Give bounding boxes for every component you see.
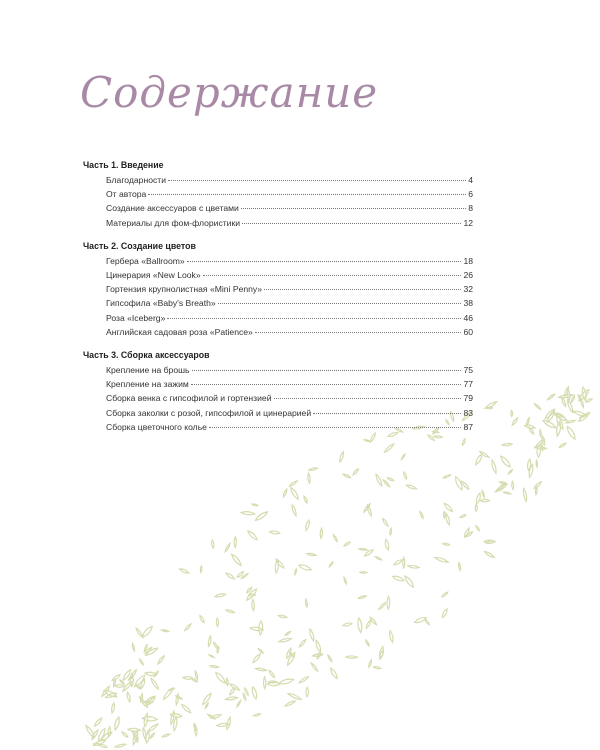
petal-shape bbox=[441, 591, 448, 597]
petal-shape bbox=[234, 537, 236, 548]
petal-shape bbox=[310, 662, 318, 672]
petal-shape bbox=[285, 700, 296, 707]
petal-shape bbox=[255, 667, 266, 671]
dot-leader bbox=[274, 398, 462, 399]
petal-shape bbox=[375, 473, 383, 486]
entry-page-number: 38 bbox=[463, 298, 473, 309]
petal-shape bbox=[384, 443, 395, 453]
petal-shape bbox=[408, 565, 419, 569]
petal-shape bbox=[387, 477, 394, 482]
petal-shape bbox=[475, 493, 481, 505]
part-title: Часть 3. Сборка аксессуаров bbox=[83, 350, 210, 361]
petal-shape bbox=[443, 502, 453, 512]
entry-page-number: 4 bbox=[468, 175, 473, 185]
dot-leader bbox=[168, 180, 466, 181]
dot-leader bbox=[255, 332, 462, 333]
petal-shape bbox=[502, 443, 512, 446]
petal-shape bbox=[333, 534, 338, 542]
entry-label: Сборка венка с гипсофилой и гортензией bbox=[106, 393, 272, 404]
petal-shape bbox=[327, 654, 332, 661]
petal-shape bbox=[481, 490, 485, 497]
toc-entry[interactable] bbox=[106, 296, 473, 310]
petal-shape bbox=[559, 442, 567, 448]
toc-entry[interactable] bbox=[106, 377, 473, 391]
petal-shape bbox=[387, 597, 390, 610]
entry-page-number: 46 bbox=[463, 312, 473, 323]
toc-part-2 bbox=[83, 239, 473, 339]
petal-shape bbox=[200, 566, 202, 573]
petal-shape bbox=[443, 474, 451, 479]
petal-shape bbox=[224, 543, 231, 552]
entry-label: Английская садовая роза «Patience» bbox=[106, 326, 253, 337]
petal-shape bbox=[443, 512, 445, 518]
petal-shape bbox=[263, 677, 266, 689]
entry-page-number: 83 bbox=[463, 407, 473, 418]
petal-shape bbox=[474, 453, 483, 465]
entry-page-number: 60 bbox=[463, 326, 473, 337]
toc-entry[interactable] bbox=[106, 254, 473, 268]
petal-shape bbox=[343, 541, 350, 546]
petal-shape bbox=[209, 654, 215, 658]
petal-shape bbox=[170, 713, 182, 718]
petal-shape bbox=[499, 481, 506, 484]
petal-shape bbox=[392, 575, 405, 582]
part-title: Часть 2. Создание цветов bbox=[83, 240, 196, 251]
petal-shape bbox=[401, 454, 406, 460]
petal-shape bbox=[250, 626, 263, 631]
dot-leader bbox=[191, 384, 462, 385]
petal-shape bbox=[527, 459, 531, 470]
petal-shape bbox=[352, 468, 359, 476]
petal-shape bbox=[373, 666, 381, 669]
petal-shape bbox=[139, 658, 144, 665]
petal-shape bbox=[445, 513, 451, 525]
petal-shape bbox=[343, 577, 347, 584]
petal-shape bbox=[503, 491, 510, 494]
toc-entry[interactable] bbox=[106, 363, 473, 377]
petal-shape bbox=[111, 703, 115, 714]
petal-shape bbox=[230, 553, 242, 567]
petal-shape bbox=[307, 473, 310, 483]
petal-shape bbox=[511, 481, 514, 489]
petal-shape bbox=[306, 553, 316, 557]
petal-shape bbox=[346, 656, 358, 659]
petal-shape bbox=[194, 671, 198, 680]
petal-shape bbox=[181, 703, 192, 714]
petal-shape bbox=[403, 575, 414, 589]
petal-shape bbox=[252, 653, 262, 664]
petal-shape bbox=[285, 631, 291, 636]
entry-label: Сборка цветочного колье bbox=[106, 421, 207, 432]
petal-shape bbox=[162, 687, 174, 700]
petal-shape bbox=[511, 417, 518, 426]
entry-label: Гипсофила «Baby's Breath» bbox=[106, 298, 216, 309]
entry-page-number: 8 bbox=[468, 203, 473, 214]
petal-shape bbox=[365, 640, 370, 647]
petal-shape bbox=[522, 488, 527, 501]
petal-shape bbox=[365, 620, 371, 629]
petal-shape bbox=[145, 672, 157, 677]
entry-page-number: 79 bbox=[463, 393, 473, 404]
petal-shape bbox=[113, 716, 120, 730]
petal-shape bbox=[343, 473, 351, 478]
petal-shape bbox=[403, 472, 408, 480]
petal-shape bbox=[306, 687, 309, 697]
petal-shape bbox=[526, 417, 530, 425]
petal-shape bbox=[247, 530, 259, 541]
petal-shape bbox=[443, 543, 450, 546]
petal-shape bbox=[184, 623, 192, 631]
petal-shape bbox=[279, 637, 292, 642]
petal-shape bbox=[419, 511, 424, 519]
petal-shape bbox=[329, 667, 338, 679]
petal-shape bbox=[242, 693, 246, 700]
petal-shape bbox=[210, 714, 221, 720]
petal-shape bbox=[406, 484, 417, 490]
toc-entry[interactable] bbox=[106, 187, 473, 201]
petal-shape bbox=[287, 692, 301, 700]
petal-shape bbox=[360, 572, 367, 574]
petal-shape bbox=[252, 503, 258, 506]
entry-label: Крепление на брошь bbox=[106, 365, 190, 376]
toc-entry[interactable] bbox=[106, 391, 473, 405]
petal-shape bbox=[253, 713, 261, 717]
petal-shape bbox=[305, 599, 308, 607]
petal-shape bbox=[226, 609, 235, 613]
dot-leader bbox=[203, 275, 462, 276]
toc-entry[interactable] bbox=[106, 173, 473, 187]
petal-shape bbox=[368, 660, 372, 668]
petal-shape bbox=[393, 559, 403, 566]
petal-shape bbox=[128, 728, 141, 732]
dot-leader bbox=[242, 223, 461, 224]
petal-shape bbox=[299, 676, 310, 684]
petal-shape bbox=[115, 743, 126, 748]
petal-shape bbox=[283, 489, 288, 498]
petal-shape bbox=[121, 731, 128, 738]
petal-shape bbox=[382, 518, 389, 527]
page-title: Содержание bbox=[80, 68, 379, 117]
toc-entry[interactable] bbox=[106, 325, 473, 339]
petal-shape bbox=[315, 640, 322, 653]
petal-shape bbox=[528, 464, 534, 478]
petal-shape bbox=[384, 539, 389, 550]
petal-shape bbox=[458, 562, 461, 570]
petal-shape bbox=[547, 393, 555, 400]
dot-leader bbox=[209, 427, 461, 428]
petal-shape bbox=[460, 514, 467, 518]
petal-shape bbox=[480, 499, 489, 502]
petal-shape bbox=[150, 733, 155, 739]
petal-shape bbox=[299, 639, 307, 648]
dot-leader bbox=[192, 370, 462, 371]
petal-shape bbox=[135, 627, 144, 638]
entry-page-number: 87 bbox=[463, 421, 473, 432]
petal-shape bbox=[268, 670, 275, 679]
entry-page-number: 32 bbox=[463, 284, 473, 295]
dot-leader bbox=[148, 194, 466, 195]
petal-shape bbox=[484, 551, 495, 559]
entry-page-number: 12 bbox=[463, 217, 473, 228]
petal-shape bbox=[511, 410, 513, 416]
petal-shape bbox=[358, 595, 367, 599]
entry-label: Благодарности bbox=[106, 175, 167, 185]
petal-shape bbox=[215, 593, 226, 598]
petal-shape bbox=[403, 557, 405, 567]
entry-page-number: 26 bbox=[463, 270, 473, 281]
dot-leader bbox=[264, 289, 461, 290]
petal-shape bbox=[289, 487, 299, 501]
petal-shape bbox=[298, 563, 312, 571]
dot-leader bbox=[241, 208, 466, 209]
petal-shape bbox=[378, 602, 386, 610]
toc-entry[interactable] bbox=[106, 406, 473, 420]
petal-shape bbox=[389, 528, 391, 535]
entry-label: Материалы для фом-флористики bbox=[106, 217, 241, 228]
petal-shape bbox=[294, 569, 297, 575]
petal-shape bbox=[499, 455, 511, 469]
toc-part-1 bbox=[83, 158, 473, 230]
part-title: Часть 1. Введение bbox=[83, 160, 164, 170]
entry-label: Сборка заколки с розой, гипсофилой и цинерарией bbox=[106, 407, 312, 418]
toc-entry[interactable] bbox=[106, 311, 473, 325]
petal-shape bbox=[132, 643, 136, 651]
dot-leader bbox=[187, 261, 462, 262]
toc-entry[interactable] bbox=[106, 282, 473, 296]
entry-label: Роза «Iceberg» bbox=[106, 312, 166, 323]
entry-label: Крепление на зажим bbox=[106, 379, 189, 390]
entry-page-number: 18 bbox=[463, 255, 473, 266]
petal-shape bbox=[213, 642, 219, 649]
petal-shape bbox=[508, 469, 513, 474]
petal-shape bbox=[566, 400, 574, 413]
entry-page-number: 6 bbox=[468, 189, 473, 200]
petal-shape bbox=[329, 562, 334, 568]
petal-shape bbox=[309, 467, 318, 471]
petal-shape bbox=[179, 568, 189, 575]
petal-shape bbox=[536, 460, 538, 467]
toc-entry[interactable] bbox=[106, 216, 473, 230]
petal-shape bbox=[199, 615, 205, 623]
petal-shape bbox=[93, 717, 103, 727]
petal-shape bbox=[161, 629, 169, 632]
petal-shape bbox=[236, 700, 241, 707]
petal-shape bbox=[535, 487, 537, 495]
petal-shape bbox=[291, 504, 297, 516]
petal-shape bbox=[289, 480, 298, 487]
petal-shape bbox=[434, 556, 448, 563]
dot-leader bbox=[167, 318, 461, 319]
petal-shape bbox=[254, 510, 268, 521]
entry-label: От автора bbox=[106, 189, 147, 200]
petal-shape bbox=[320, 528, 323, 538]
petal-shape bbox=[309, 628, 315, 641]
petal-shape bbox=[258, 648, 264, 654]
entry-label: Гортензия крупнолистная «Mini Penny» bbox=[106, 284, 263, 295]
table-of-contents bbox=[83, 158, 473, 443]
petal-shape bbox=[475, 525, 480, 531]
petal-shape bbox=[566, 419, 576, 423]
petal-shape bbox=[225, 696, 237, 700]
petal-shape bbox=[389, 630, 394, 642]
petal-shape bbox=[556, 421, 562, 436]
petal-shape bbox=[226, 678, 228, 686]
petal-shape bbox=[225, 572, 235, 580]
petal-shape bbox=[305, 520, 311, 531]
petal-shape bbox=[540, 430, 542, 437]
toc-part-3 bbox=[83, 348, 473, 434]
petal-shape bbox=[267, 682, 280, 686]
petal-shape bbox=[534, 403, 542, 410]
petal-shape bbox=[241, 511, 255, 515]
dot-leader bbox=[313, 413, 461, 414]
petal-shape bbox=[150, 677, 160, 690]
petal-shape bbox=[252, 599, 255, 610]
petal-shape bbox=[491, 460, 498, 474]
petal-shape bbox=[475, 504, 477, 511]
petal-shape bbox=[561, 397, 567, 407]
entry-page-number: 77 bbox=[463, 379, 473, 390]
petal-shape bbox=[126, 692, 131, 702]
petal-shape bbox=[279, 678, 294, 686]
entry-page-number: 75 bbox=[463, 365, 473, 376]
petal-shape bbox=[278, 615, 287, 619]
entry-label: Цинерария «New Look» bbox=[106, 270, 201, 281]
petal-shape bbox=[359, 548, 368, 551]
petal-shape bbox=[343, 622, 352, 626]
petal-shape bbox=[383, 479, 391, 487]
petal-shape bbox=[115, 684, 124, 687]
petal-shape bbox=[339, 451, 345, 462]
petal-shape bbox=[214, 671, 226, 684]
toc-entry[interactable] bbox=[106, 268, 473, 282]
petal-shape bbox=[375, 556, 382, 561]
petal-shape bbox=[566, 425, 577, 440]
petal-shape bbox=[533, 481, 542, 489]
entry-label: Гербера «Ballroom» bbox=[106, 255, 185, 266]
petal-shape bbox=[210, 665, 219, 668]
petal-shape bbox=[208, 636, 212, 647]
petal-shape bbox=[441, 608, 448, 618]
petal-shape bbox=[157, 655, 165, 665]
entry-label: Создание аксессуаров с цветами bbox=[106, 203, 239, 214]
petal-shape bbox=[269, 530, 280, 534]
toc-entry[interactable] bbox=[106, 420, 473, 434]
petal-shape bbox=[211, 540, 214, 549]
petal-shape bbox=[303, 496, 308, 504]
petal-shape bbox=[162, 733, 170, 737]
toc-entry[interactable] bbox=[106, 201, 473, 215]
petal-shape bbox=[216, 618, 219, 626]
dot-leader bbox=[218, 303, 462, 304]
petal-shape bbox=[357, 618, 362, 633]
petal-shape bbox=[251, 686, 258, 699]
